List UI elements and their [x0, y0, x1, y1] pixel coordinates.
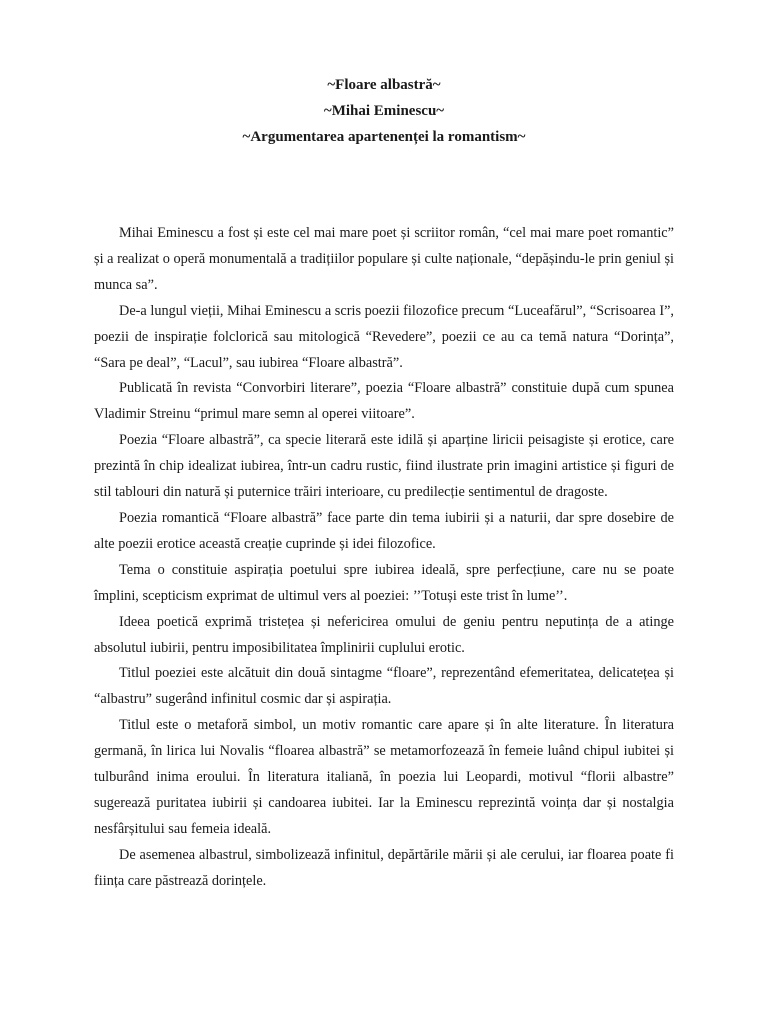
paragraph: Tema o constituie aspirația poetului spre iubirea ideală, spre perfecțiune, care nu se poate împlini, scepticism exprimat de ultimul vers al poeziei: ’’Totuși este trist în lume’’.: [94, 561, 674, 604]
author-name: ~Mihai Eminescu~: [323, 103, 445, 119]
paragraph: De-a lungul vieții, Mihai Eminescu a scris poezii filozofice precum “Luceafărul”, “Scrisoarea I”, poezii de inspirație folclorică sau mitologică “Revedere”, poezii ce au ca temă natura “Dorința”, “Sara pe deal”, “Lacul”, sau iubirea “Floare albastră”.: [94, 302, 674, 371]
paragraph: Poezia “Floare albastră”, ca specie literară este idilă și aparține liricii peisagiste și erotice, care prezintă în chip idealizat iubirea, într-un cadru rustic, fiind ilustrate prin imagini artistice și figuri de stil tablouri din natură și puternice trăiri interioare, cu predilecție sentimentul de dragoste.: [94, 432, 674, 501]
paragraph: Poezia romantică “Floare albastră” face parte din tema iubirii și a naturii, dar spre dosebire de alte poezii erotice această creație cuprinde și idei filozofice.: [94, 509, 674, 552]
paragraph: De asemenea albastrul, simbolizează infinitul, depărtările mării și ale cerului, iar floarea poate fi ființa care păstrează dorințele.: [94, 846, 674, 889]
title-block: [0, 72, 768, 150]
poem-title: ~Floare albastră~: [327, 77, 441, 93]
paragraph: Titlul este o metaforă simbol, un motiv romantic care apare și în alte literature. În literatura germană, în lirica lui Novalis “floarea albastră” se metamorfozează în femeie luând chipul iubitei și tulburând inima eroului. În literatura italiană, în poezia lui Leopardi, motivul “florii albastre” sugerează puritatea iubirii și candoarea iubitei. Iar la Eminescu reprezintă voința dar și nostalgia nesfârșitului sau femeia ideală.: [94, 717, 674, 837]
paragraph: Ideea poetică exprimă tristețea și nefericirea omului de geniu pentru neputința de a atinge absolutul iubirii, pentru imposibilitatea împlinirii cuplului erotic.: [94, 613, 674, 656]
essay-body: [94, 221, 674, 895]
paragraph: Titlul poeziei este alcătuit din două sintagme “floare”, reprezentând efemeritatea, delicatețea și “albastru” sugerând infinitul cosmic dar și aspirația.: [94, 665, 674, 708]
essay-subtitle: ~Argumentarea apartenenței la romantism~: [242, 129, 526, 145]
paragraph: Publicată în revista “Convorbiri literare”, poezia “Floare albastră” constituie după cum spunea Vladimir Streinu “primul mare semn al operei viitoare”.: [94, 380, 674, 423]
paragraph: Mihai Eminescu a fost și este cel mai mare poet și scriitor român, “cel mai mare poet romantic” și a realizat o operă monumentală a tradițiilor populare și culte naționale, “depășindu-le prin geniul și munca sa”.: [94, 225, 674, 293]
